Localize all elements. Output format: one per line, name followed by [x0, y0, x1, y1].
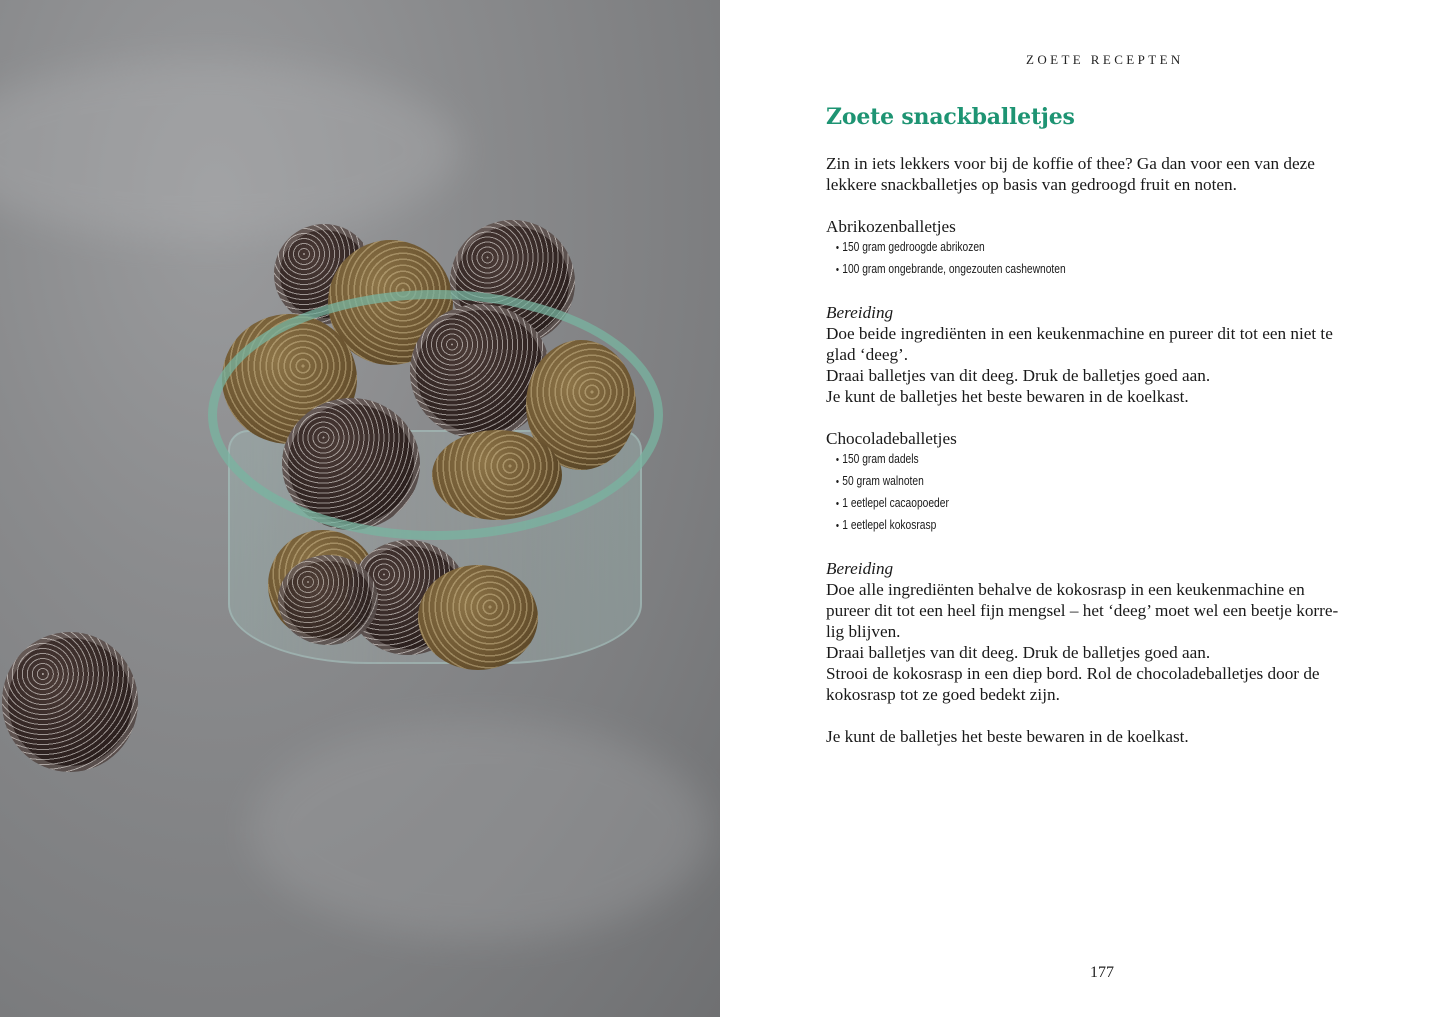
method-line: Doe beide ingrediënten in een keukenmachine en pureer dit tot een niet te — [826, 324, 1333, 343]
surface-highlight — [0, 60, 460, 240]
ingredient: • 1 eetlepel cacaopoeder — [836, 493, 1394, 515]
method-line: kokosrasp tot ze goed bedekt zijn. — [826, 685, 1060, 704]
recipe-page — [720, 0, 1440, 1017]
ingredient-list — [826, 449, 1393, 537]
running-head: ZOETE RECEPTEN — [1026, 52, 1184, 67]
closing-note: Je kunt de balletjes het beste bewaren in de koelkast. — [826, 727, 1189, 746]
surface-highlight — [250, 720, 710, 940]
ingredient: • 150 gram dadels — [836, 449, 1394, 471]
loose-snackball — [2, 632, 138, 772]
intro-line: lekkere snackballetjes op basis van gedroogd fruit en noten. — [826, 175, 1237, 194]
page-title: Zoete snackballetjes — [826, 104, 1075, 130]
ingredient: • 150 gram gedroogde abrikozen — [836, 237, 1394, 259]
method-line: Doe alle ingrediënten behalve de kokosrasp in een keukenmachine en — [826, 580, 1305, 599]
ingredient: • 50 gram walnoten — [836, 471, 1394, 493]
method-line: glad ‘deeg’. — [826, 345, 909, 364]
jar-rim — [208, 290, 663, 540]
recipe-name: Chocoladeballetjes — [826, 429, 957, 448]
snackball — [278, 555, 378, 645]
ingredient-list — [826, 237, 1393, 281]
glass-jar-icon — [208, 300, 663, 670]
method-label: Bereiding — [826, 559, 894, 578]
method-label: Bereiding — [826, 303, 894, 322]
method-line: lig blijven. — [826, 622, 901, 641]
method-line: Draai balletjes van dit deeg. Druk de balletjes goed aan. — [826, 366, 1211, 385]
recipe-name: Abrikozenballetjes — [826, 217, 956, 236]
method-line: pureer dit tot een heel fijn mengsel – het ‘deeg’ moet wel een beetje korre- — [826, 601, 1339, 620]
page-number: 177 — [1090, 964, 1114, 981]
recipe-body — [826, 153, 1386, 747]
ingredient: • 100 gram ongebrande, ongezouten cashewnoten — [836, 259, 1394, 281]
ingredient: • 1 eetlepel kokosrasp — [836, 515, 1394, 537]
method-line: Je kunt de balletjes het beste bewaren in de koelkast. — [826, 387, 1189, 406]
snackball — [418, 565, 538, 670]
intro-line: Zin in iets lekkers voor bij de koffie of thee? Ga dan voor een van deze — [826, 154, 1315, 173]
method-line: Draai balletjes van dit deeg. Druk de balletjes goed aan. — [826, 643, 1211, 662]
method-line: Strooi de kokosrasp in een diep bord. Rol de chocoladeballetjes door de — [826, 664, 1320, 683]
